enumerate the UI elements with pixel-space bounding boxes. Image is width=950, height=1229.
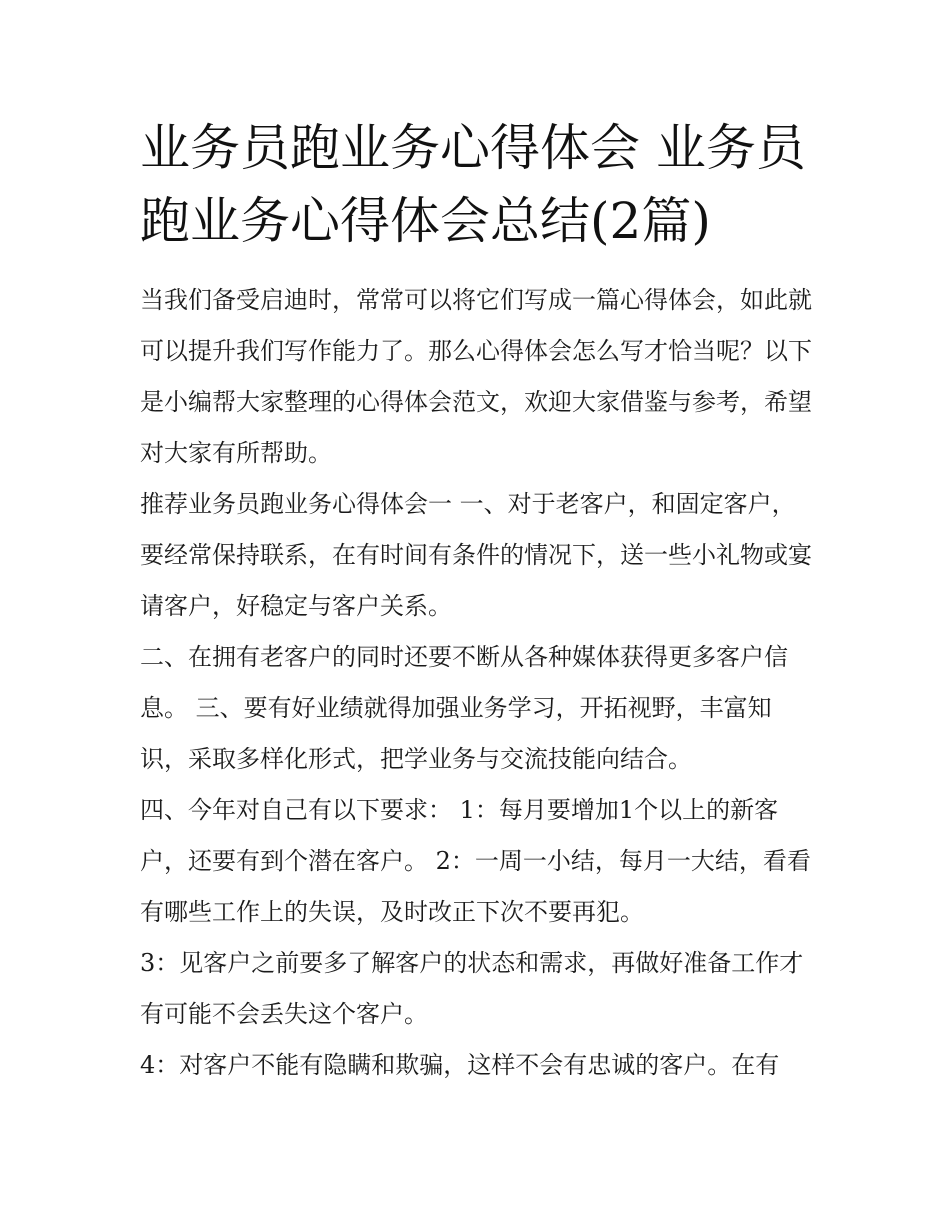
paragraph-two-three: 二、在拥有老客户的同时还要不断从各种媒体获得更多客户信息。 三、要有好业绩就得加强业务学习，开拓视野，丰富知识，采取多样化形式，把学业务与交流技能向结合。 — [140, 643, 788, 773]
paragraph-intro: 当我们备受启迪时，常常可以将它们写成一篇心得体会，如此就可以提升我们写作能力了。那么心得体会怎么写才恰当呢？以下是小编帮大家整理的心得体会范文，欢迎大家借鉴与参考，希望对大家有所帮助。 — [140, 286, 812, 467]
paragraph-four: 四、今年对自己有以下要求： 1：每月要增加1个以上的新客户，还要有到个潜在客户。 2：一周一小结，每月一大结，看看有哪些工作上的失误，及时改正下次不要再犯。 — [140, 796, 811, 926]
paragraph-point-4: 4：对客户不能有隐瞒和欺骗，这样不会有忠诚的客户。在有 — [140, 1051, 780, 1079]
document-body — [140, 275, 816, 1091]
paragraph-recommend-one: 推荐业务员跑业务心得体会一 一、对于老客户，和固定客户，要经常保持联系，在有时间有条件的情况下，送一些小礼物或宴请客户，好稳定与客户关系。 — [140, 490, 812, 620]
paragraph-point-3: 3：见客户之前要多了解客户的状态和需求，再做好准备工作才有可能不会丢失这个客户。 — [140, 949, 804, 1028]
document-title: 业务员跑业务心得体会 业务员跑业务心得体会总结(2篇) — [140, 119, 806, 250]
